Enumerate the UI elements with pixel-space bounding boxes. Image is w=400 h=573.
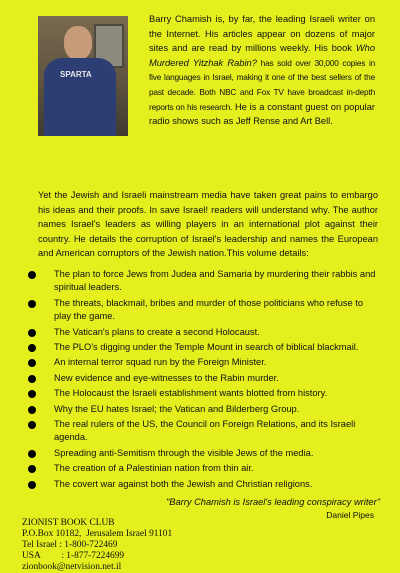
list-item: Why the EU hates Israel; the Vatican and Bilderberg Group.	[20, 403, 380, 416]
list-item: The PLO's digging under the Temple Mount in search of biblical blackmail.	[20, 341, 380, 354]
shirt-text: SPARTA	[60, 70, 92, 79]
bullet-icon	[28, 406, 36, 414]
quote-text: "Barry Chamish is Israel's leading conspiracy writer"	[165, 497, 380, 507]
intro-text-1: Barry Chamish is, by far, the leading Israeli writer on the Internet. His articles appear on dozens of major sites and are read by millions weekly. His book	[149, 14, 375, 54]
bullet-icon	[28, 421, 36, 429]
bullet-icon	[28, 450, 36, 458]
bullet-icon	[28, 390, 36, 398]
publisher-name: ZIONIST BOOK CLUB	[22, 518, 115, 528]
list-item: New evidence and eye-witnesses to the Rabin murder.	[20, 372, 380, 385]
intro-paragraph	[149, 12, 375, 129]
list-item: The threats, blackmail, bribes and murder of those politicians who refuse to play the game.	[20, 297, 380, 324]
intro-text-2: has sold over 30,000 copies in five languages in Israel, making it one of the best sellers of the past decade. Both NBC and Fox TV have broadcast in-depth reports on his research.	[149, 57, 376, 112]
bullet-icon	[28, 465, 36, 473]
list-item: An internal terror squad run by the Foreign Minister.	[20, 356, 380, 369]
publisher-tel-usa: USA : 1-877-7224699	[22, 551, 125, 561]
publisher-email: zionbook@netvision.net.il	[22, 562, 122, 572]
list-item: The real rulers of the US, the Council on Foreign Relations, and its Israeli agenda.	[20, 418, 380, 445]
bullet-icon	[28, 344, 36, 352]
bullet-icon	[28, 271, 36, 279]
bullet-icon	[28, 375, 36, 383]
list-item: The covert war against both the Jewish and Christian religions.	[20, 478, 380, 491]
author-photo	[38, 16, 128, 136]
photo-head	[64, 26, 92, 60]
bullet-icon	[28, 300, 36, 308]
bullet-icon	[28, 481, 36, 489]
list-item: Spreading anti-Semitism through the visible Jews of the media.	[20, 447, 380, 460]
list-item: The plan to force Jews from Judea and Samaria by murdering their rabbis and spiritual leaders.	[20, 268, 380, 295]
list-item: The creation of a Palestinian nation from thin air.	[20, 462, 380, 475]
list-item: The Vatican's plans to create a second Holocaust.	[20, 326, 380, 339]
intro-text-3: He is a constant guest on popular radio shows such as Jeff Rense and Art Bell.	[149, 101, 375, 127]
publisher-tel-israel: Tel Israel : 1-800-722469	[22, 540, 118, 550]
photo-shirt	[44, 58, 116, 136]
main-paragraph: Yet the Jewish and Israeli mainstream media have taken great pains to embargo his ideas and their proofs. In save Israel! readers will understand why. The author names Israel's leaders as willing players in an international plot against their country. He details the corruption of Israel's leadership and names the European and American corruptors of the Jewish nation.This volume details:	[38, 190, 378, 259]
quote-source: Daniel Pipes	[326, 510, 374, 520]
details-list	[20, 268, 380, 493]
publisher-block	[22, 518, 242, 573]
bullet-icon	[28, 329, 36, 337]
publisher-address: P.O.Box 10182, Jerusalem Israel 91101	[22, 529, 173, 539]
bullet-icon	[28, 359, 36, 367]
book-title: Who Murdered Yitzhak Rabin?	[149, 43, 375, 68]
list-item: The Holocaust the Israeli establishment wants blotted from history.	[20, 387, 380, 400]
